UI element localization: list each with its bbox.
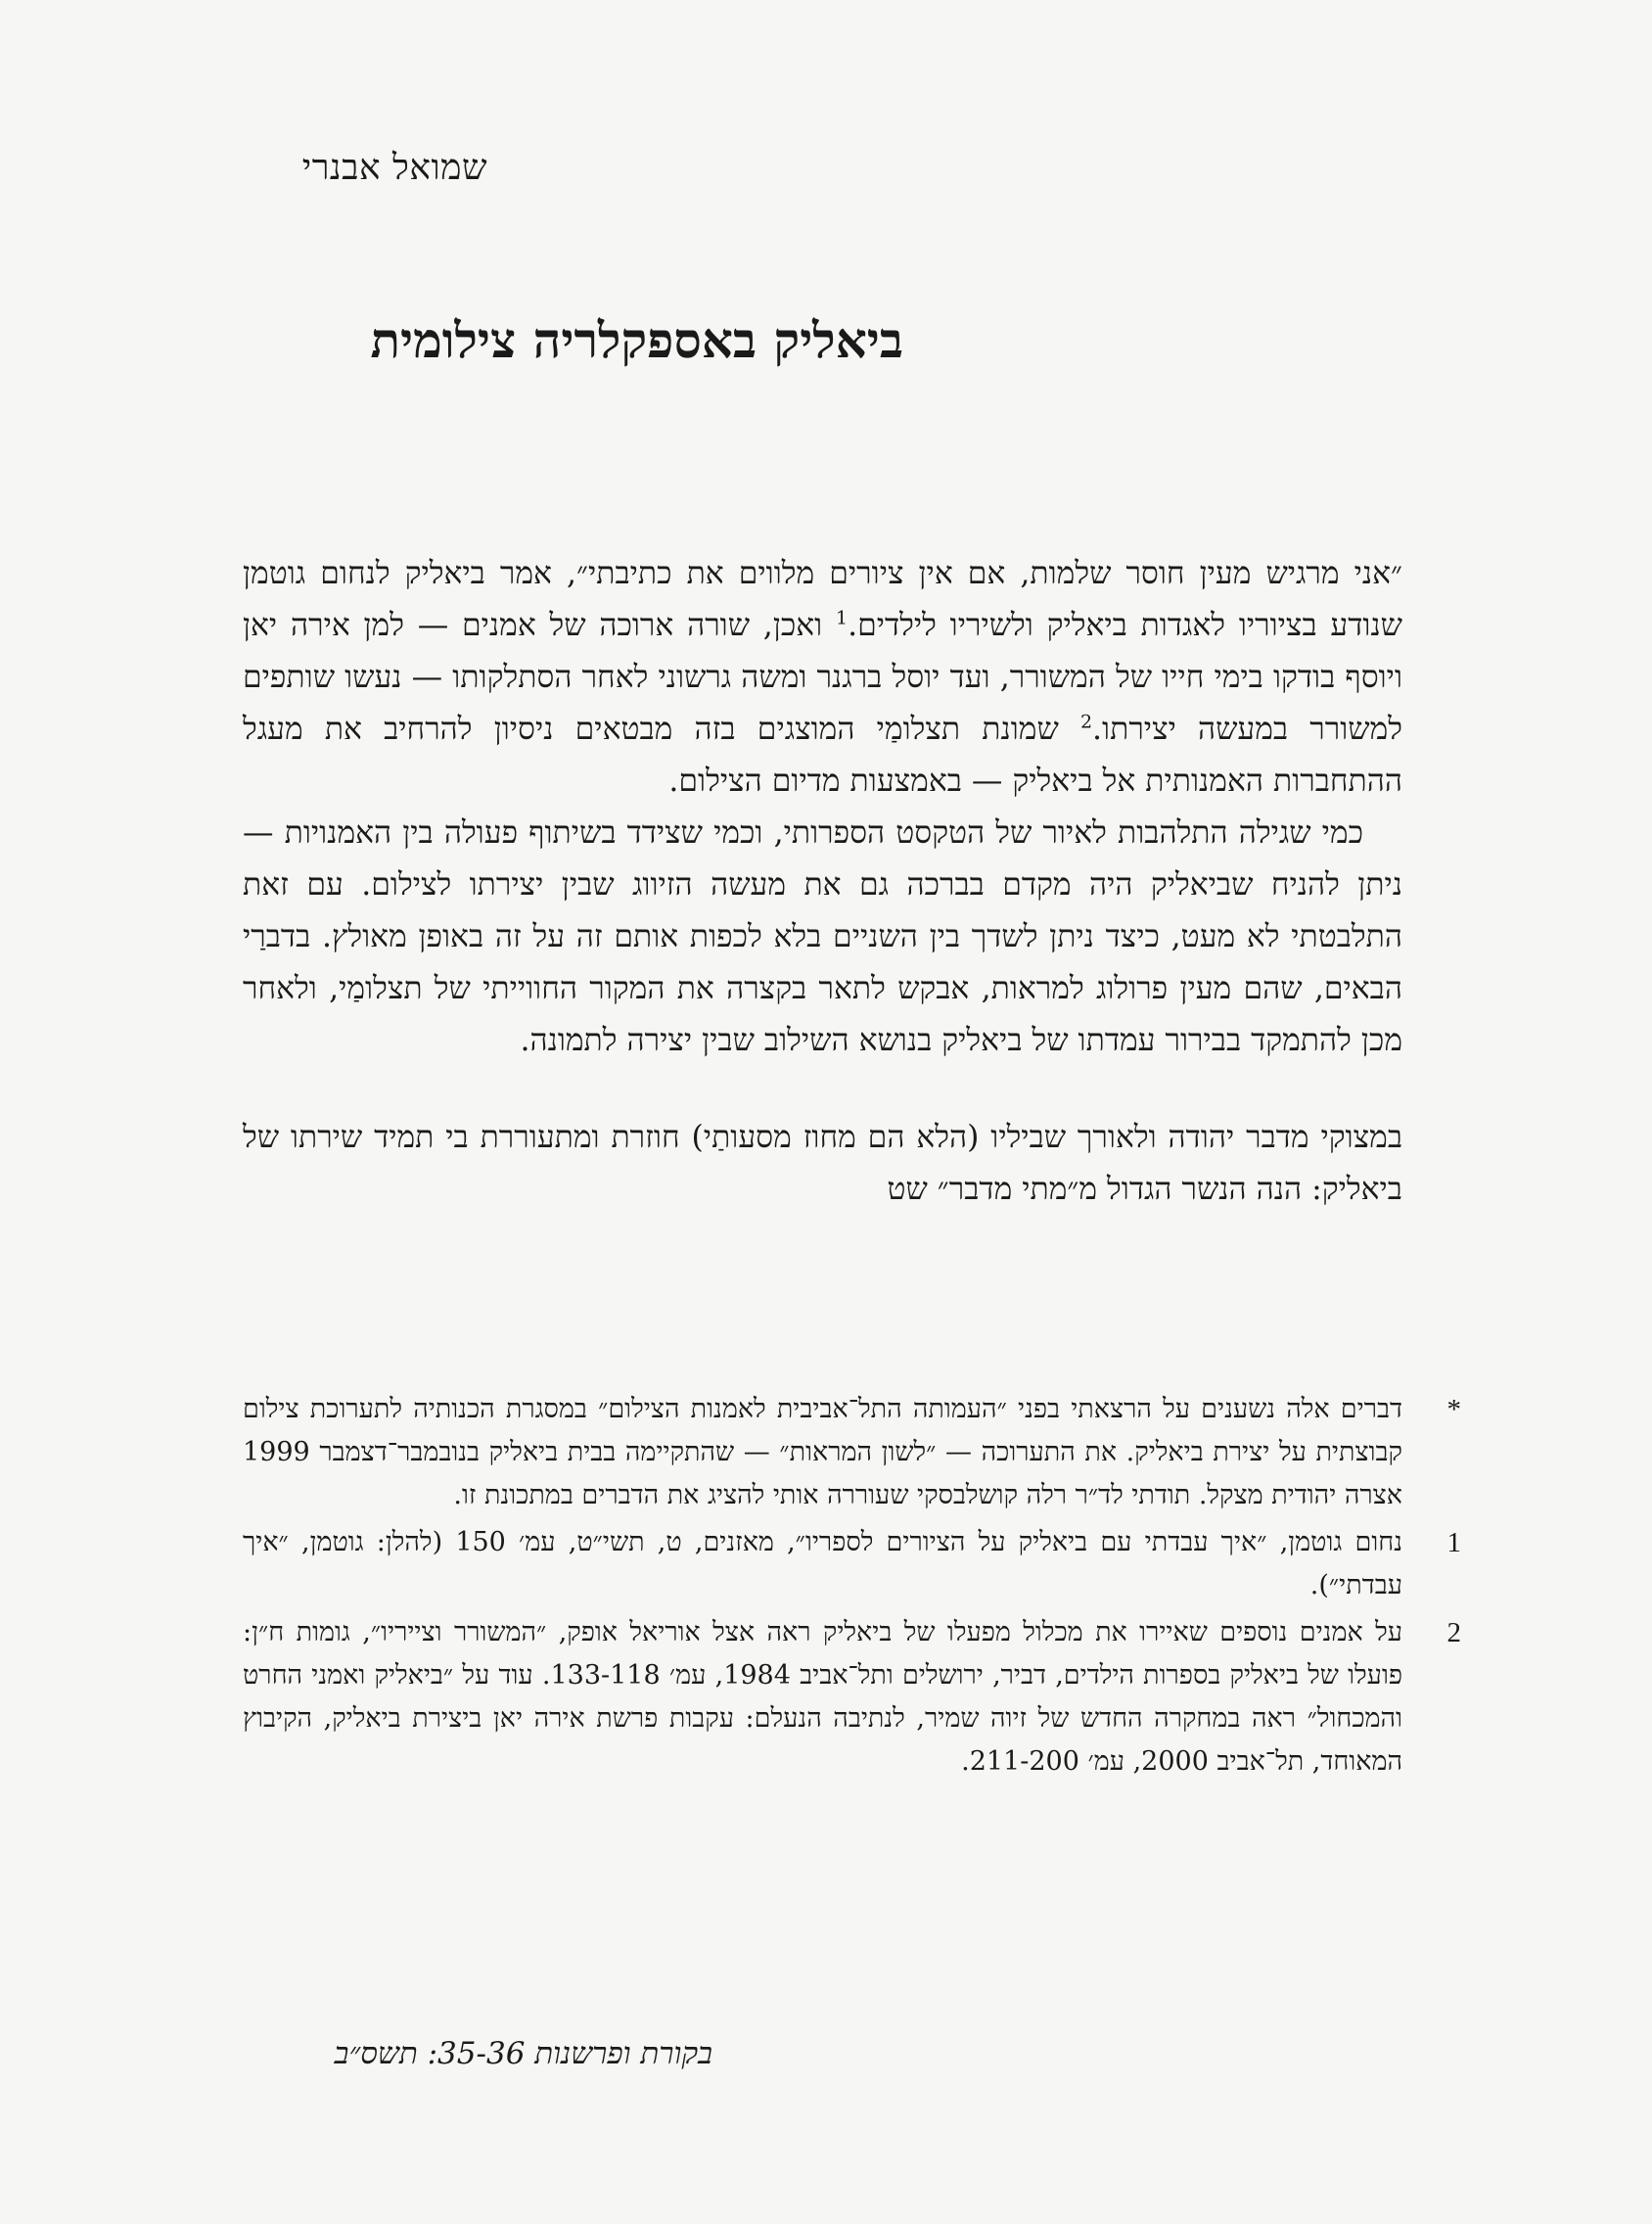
footnote-ref-2: 2 — [1079, 711, 1093, 733]
body-paragraph-1 — [243, 548, 1402, 808]
author-name: שמואל אבנרי — [301, 148, 487, 188]
footnote-text: על אמנים נוספים שאיירו את מכלול מפעלו של ביאליק ראה אצל אוריאל אופק, ״המשורר וצייריו״, גומות ח״ן: פועלו של ביאליק בספרות הילדים, דביר, ירושלים ותל־אביב 1984, עמ׳ 133-118. עוד על ״ביאליק ואמני החרט והמכחול״ ראה במחקרה החדש של זיוה שמיר, לנתיבה הנעלם: עקבות פרשת אירה יאן ביצירת ביאליק, הקיבוץ המאוחד, תל־אביב 2000, עמ׳ 211-200. — [243, 1617, 1402, 1777]
footnotes — [243, 1388, 1461, 1785]
body-paragraph-2: כמי שגילה התלהבות לאיור של הטקסט הספרותי, וכמי שצידד בשיתוף פעולה בין האמנויות — ניתן להניח שביאליק היה מקדם בברכה גם את מעשה הזיווג שבין יצירתו לצילום. עם זאת התלבטתי לא מעט, כיצד ניתן לשדך בין השניים בלא לכפות אותם זה על זה באופן מאולץ. בדברַי הבאים, שהם מעין פרולוג למראות, אבקש לתאר בקצרה את המקור החווייתי של תצלומַי, ולאחר מכן להתמקד בבירור עמדתו של ביאליק בנושא השילוב שבין יצירה לתמונה. — [243, 815, 1402, 1058]
footnote-ref-1: 1 — [836, 607, 849, 629]
footnote-2 — [243, 1611, 1461, 1784]
article-title: ביאליק באספקלריה צילומית — [370, 311, 903, 369]
footnote-text: נחום גוטמן, ״איך עבדתי עם ביאליק על הציורים לספריו״, מאזנים, ט, תשי״ט, עמ׳ 150 (להלן: גוטמן, ״איך עבדתי״). — [243, 1527, 1402, 1600]
footnote-star — [243, 1388, 1461, 1517]
footnote-1 — [243, 1521, 1461, 1607]
paragraph-1b-text: ואכן, שורה ארוכה של אמנים — למן אירה יאן ויוסף בודקו בימי חייו של המשורר, ועד יוסל ברגנר ומשה גרשוני לאחר הסתלקותו — נעשו שותפים למשורר במעשה יצירתו. — [243, 608, 1403, 747]
article-body — [243, 548, 1402, 1216]
body-paragraph-3: במצוקי מדבר יהודה ולאורך שביליו (הלא הם מחוז מסעותַי) חוזרת ומתעוררת בי תמיד שירתו של ביאליק: הנה הנשר הגדול מ״מתי מדבר״ שט — [243, 1120, 1402, 1207]
paragraph-1-text: ״אני מרגיש מעין חוסר שלמות, אם אין ציורים מלווים את כתיבתי״, אמר ביאליק לנחום גוטמן שנודע בציוריו לאגדות ביאליק ולשיריו לילדים. — [243, 556, 1402, 643]
paragraph-1c-text: שמונת תצלומַי המוצגים בזה מבטאים ניסיון להרחיב את מעגל ההתחברות האמנותית אל ביאליק — באמצעות מדיום הצילום. — [243, 712, 1402, 799]
journal-source-line: בקורת ופרשנות 35-36: תשס״ב — [334, 2036, 712, 2071]
footnote-mark: 1 — [1446, 1527, 1461, 1558]
footnote-mark: 2 — [1446, 1617, 1461, 1648]
footnote-text: דברים אלה נשענים על הרצאתי בפני ״העמותה התל־אביבית לאמנות הצילום״ במסגרת הכנותיה לתערוכת צילום קבוצתית על יצירת ביאליק. את התערוכה — ״לשון המראות״ — שהתקיימה בבית ביאליק בנובמבר־דצמבר 1999 אצרה יהודית מצקל. תודתי לד״ר רלה קושלבסקי שעוררה אותי להציג את הדברים במתכונת זו. — [243, 1394, 1402, 1510]
footnote-mark: * — [1446, 1394, 1461, 1425]
